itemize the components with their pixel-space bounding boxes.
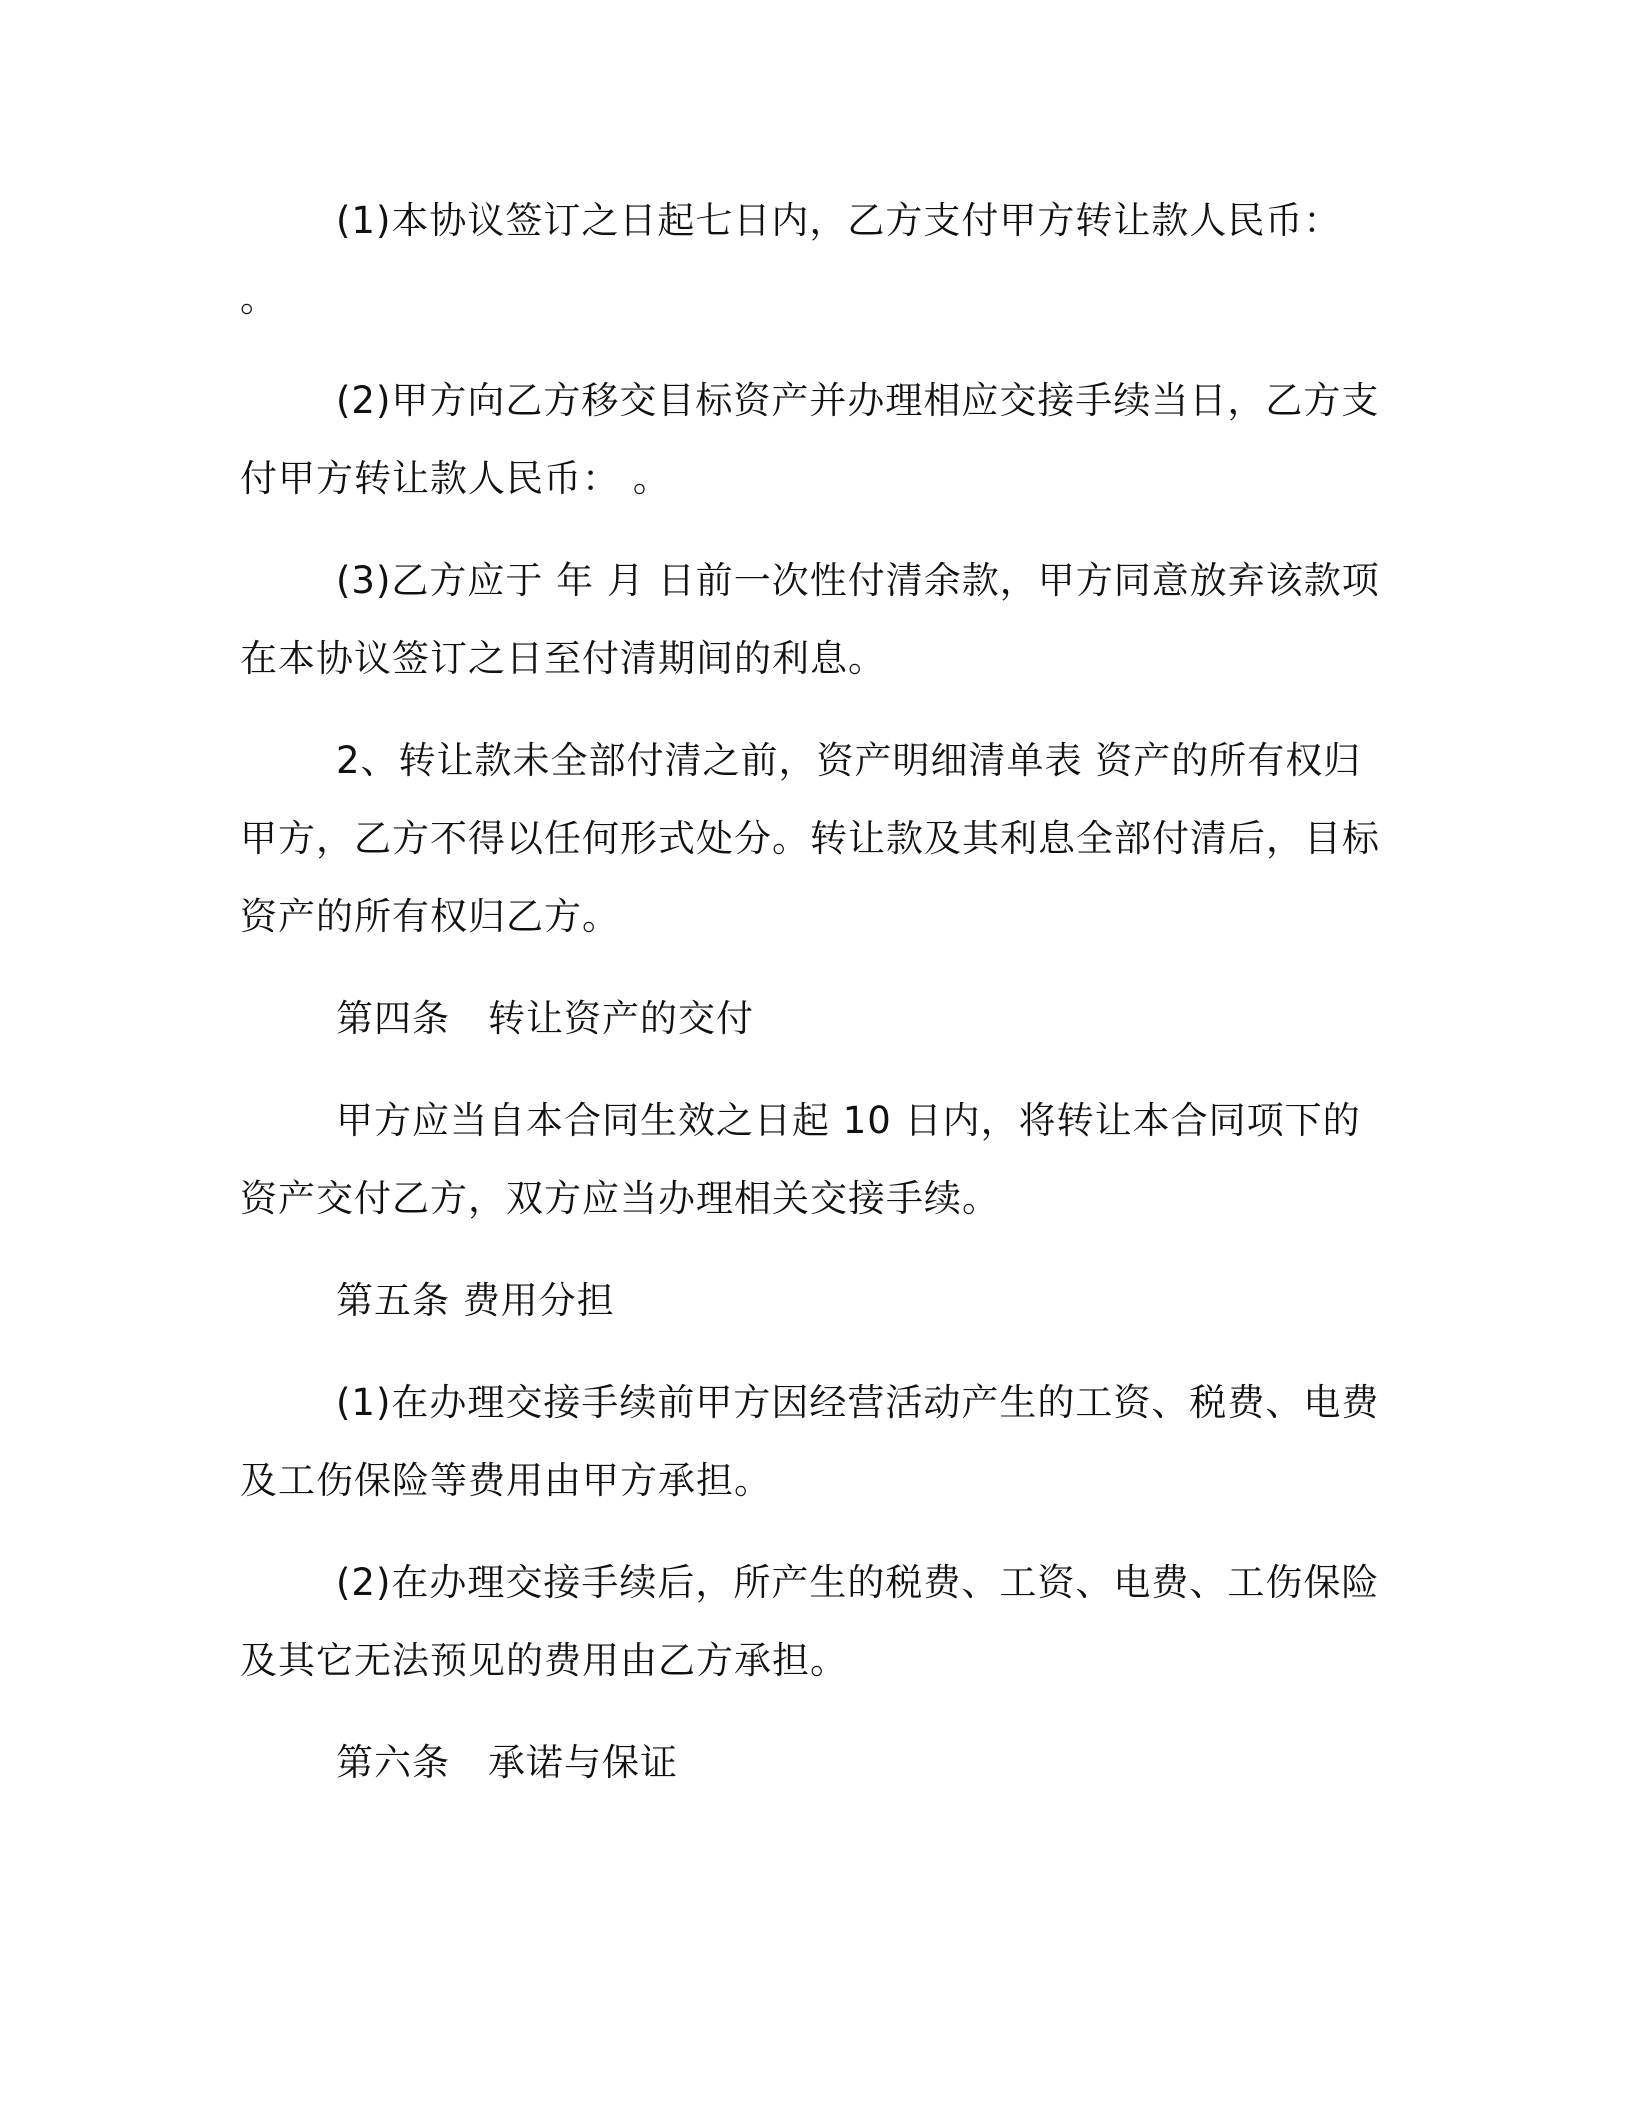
article-4-heading: 第四条 转让资产的交付	[336, 997, 754, 1040]
payment-clause-3: (3)乙方应于 年 月 日前一次性付清余款，甲方同意放弃该款项在本协议签订之日至付清期间的利息。	[240, 559, 1380, 680]
cost-clause-2: (2)在办理交接手续后，所产生的税费、工资、电费、工伤保险及其它无法预见的费用由乙方承担。	[240, 1561, 1380, 1682]
delivery-clause: 甲方应当自本合同生效之日起 10 日内，将转让本合同项下的资产交付乙方，双方应当办理相关交接手续。	[240, 1099, 1361, 1220]
article-5-heading: 第五条 费用分担	[336, 1279, 615, 1322]
ownership-clause: 2、转让款未全部付清之前，资产明细清单表 资产的所有权归甲方，乙方不得以任何形式处分。转让款及其利息全部付清后，目标资产的所有权归乙方。	[240, 739, 1380, 938]
article-6-heading: 第六条 承诺与保证	[336, 1741, 678, 1784]
cost-clause-1: (1)在办理交接手续前甲方因经营活动产生的工资、税费、电费及工伤保险等费用由甲方承担。	[240, 1381, 1380, 1502]
payment-clause-2: (2)甲方向乙方移交目标资产并办理相应交接手续当日，乙方支付甲方转让款人民币： 。	[240, 379, 1380, 500]
document-body	[240, 182, 1390, 1802]
payment-clause-1: (1)本协议签订之日起七日内，乙方支付甲方转让款人民币： 。	[240, 199, 1342, 320]
